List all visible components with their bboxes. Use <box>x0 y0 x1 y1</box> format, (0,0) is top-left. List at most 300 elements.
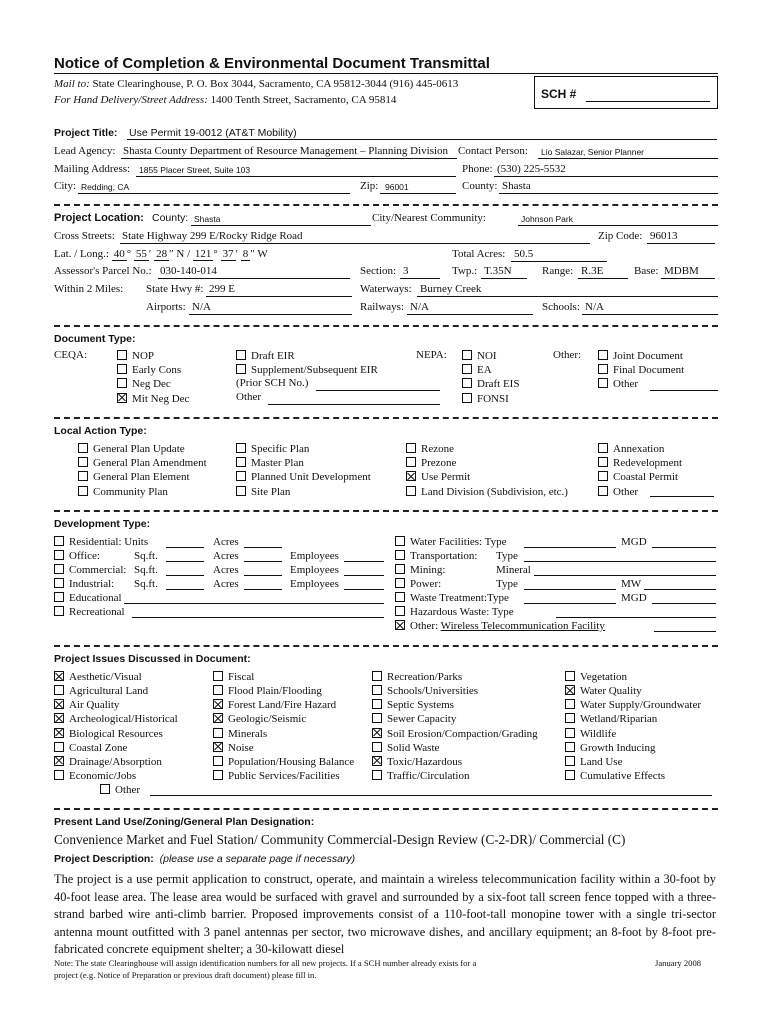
checkbox[interactable] <box>395 550 405 560</box>
lead-agency-line <box>121 158 457 159</box>
checkbox-checked[interactable] <box>54 699 64 709</box>
range-label: Range: <box>542 265 574 277</box>
issue-cumulative-effects[interactable] <box>565 769 665 783</box>
checkbox-checked[interactable] <box>372 728 382 738</box>
checkbox-checked[interactable] <box>213 699 223 709</box>
issue-solid-waste[interactable] <box>372 741 439 755</box>
waterways-label: Waterways: <box>360 283 412 295</box>
acres-value[interactable]: 50.5 <box>514 248 534 260</box>
latlong-line: Lat. / Long.: 40 ° 55 ′ 28 ″ N / 121 ° 37 ′ 8 ″ W <box>54 248 268 260</box>
dev-mgd-label: MGD <box>621 592 647 604</box>
dev-residential[interactable] <box>54 535 148 549</box>
checkbox-checked[interactable] <box>372 756 382 766</box>
checkbox[interactable] <box>395 606 405 616</box>
dev-acres-label: Acres <box>213 564 239 576</box>
checkbox[interactable] <box>372 713 382 723</box>
local-action-label: Other <box>613 485 639 498</box>
checkbox[interactable] <box>213 671 223 681</box>
checkbox-checked[interactable] <box>117 393 127 403</box>
cross-line <box>120 243 590 244</box>
lat-sec[interactable]: 28 <box>156 248 168 260</box>
local-action-rezone[interactable] <box>406 442 454 456</box>
dev-power-label: Power: <box>410 578 442 590</box>
checkbox[interactable] <box>236 350 246 360</box>
checkbox-checked[interactable] <box>54 671 64 681</box>
checkbox[interactable] <box>462 378 472 388</box>
dev-transportation[interactable] <box>395 549 477 563</box>
issue-growth-inducing[interactable] <box>565 741 655 755</box>
mail-to-label: Mail to: <box>54 78 90 90</box>
issue-label: Water Supply/Groundwater <box>580 699 701 712</box>
checkbox-checked[interactable] <box>565 685 575 695</box>
other-doc-label: Other <box>613 378 639 391</box>
checkbox[interactable] <box>372 742 382 752</box>
dev-sqft-label: Sq.ft. <box>134 578 158 590</box>
phone-label: Phone: <box>462 163 493 175</box>
checkbox[interactable] <box>372 685 382 695</box>
local-action-label: Land Division (Subdivision, etc.) <box>421 485 568 498</box>
community-value[interactable]: Johnson Park <box>521 214 573 224</box>
project-title-value[interactable]: Use Permit 19-0012 (AT&T Mobility) <box>129 127 297 139</box>
local-action-prezone[interactable] <box>406 456 456 470</box>
checkbox-checked[interactable] <box>54 728 64 738</box>
section-divider <box>54 510 718 512</box>
county-value[interactable]: Shasta <box>502 180 531 192</box>
issue-coastal-zone[interactable] <box>54 741 127 755</box>
mail-to-address: State Clearinghouse, P. O. Box 3044, Sacramento, CA 95812-3044 (916) 445-0613 <box>92 78 459 90</box>
county-label: County: <box>462 180 498 192</box>
lat-deg[interactable]: 40 <box>113 248 125 260</box>
ceqa-label: Mit Neg Dec <box>132 392 190 405</box>
issue-other-line[interactable] <box>150 795 712 796</box>
section-divider <box>54 808 718 810</box>
issue-label: Public Services/Facilities <box>228 770 340 783</box>
airports-value[interactable]: N/A <box>192 301 211 313</box>
issue-vegetation[interactable] <box>565 670 627 684</box>
issue-flood-plain-flooding[interactable] <box>213 684 322 698</box>
issue-land-use[interactable] <box>565 755 622 769</box>
hand-delivery-line <box>54 94 396 106</box>
sch-label: SCH # <box>541 87 577 101</box>
checkbox[interactable] <box>54 536 64 546</box>
doc-other-text: Other <box>236 391 262 403</box>
dev-other-value[interactable]: Wireless Telecommunication Facility <box>440 620 605 632</box>
checkbox[interactable] <box>598 378 608 388</box>
issue-other-label: Other <box>115 784 141 796</box>
checkbox[interactable] <box>54 742 64 752</box>
doc-other-line[interactable] <box>268 404 440 405</box>
acres-label: Total Acres: <box>452 248 506 260</box>
checkbox[interactable] <box>100 784 110 794</box>
checkbox[interactable] <box>565 770 575 780</box>
nepa-fonsi[interactable] <box>462 392 509 406</box>
checkbox[interactable] <box>54 564 64 574</box>
nepa-draft-eis[interactable] <box>462 377 519 391</box>
issue-traffic-circulation[interactable] <box>372 769 470 783</box>
issue-water-quality[interactable] <box>565 684 642 698</box>
checkbox[interactable] <box>236 457 246 467</box>
dev-water[interactable] <box>395 535 507 549</box>
nepa-label: FONSI <box>477 392 509 405</box>
issue-label: Vegetation <box>580 671 628 683</box>
issue-label: Archeological/Historical <box>69 713 178 726</box>
issue-label: Septic Systems <box>387 699 454 712</box>
dev-other[interactable] <box>395 619 605 633</box>
base-line <box>661 278 715 279</box>
checkbox[interactable] <box>565 699 575 709</box>
dev-office[interactable] <box>54 549 100 563</box>
local-action-community-plan[interactable] <box>78 485 168 499</box>
dev-industrial-label: Industrial: <box>69 578 115 590</box>
dev-other-label: Other: <box>410 620 439 632</box>
checkbox[interactable] <box>395 592 405 602</box>
long-suffix: W <box>257 248 268 260</box>
local-action-annexation[interactable] <box>598 442 664 456</box>
airports-label: Airports: <box>146 301 186 313</box>
city-line <box>78 193 350 194</box>
section-line <box>400 278 440 279</box>
issue-geologic-seismic[interactable] <box>213 712 306 726</box>
ceqa-label: Neg Dec <box>132 378 171 391</box>
issue-schools-universities[interactable] <box>372 684 478 698</box>
local-action-other[interactable] <box>598 485 638 499</box>
checkbox[interactable] <box>236 443 246 453</box>
issue-label: Minerals <box>228 727 268 740</box>
issue-label: Water Quality <box>580 685 642 698</box>
issue-soil-erosion-compaction-grading[interactable] <box>372 727 538 741</box>
description-header <box>54 853 355 865</box>
checkbox[interactable] <box>598 443 608 453</box>
checkbox[interactable] <box>598 350 608 360</box>
draft-draft-eir[interactable] <box>236 349 295 363</box>
ceqa-label: NOP <box>132 350 155 362</box>
location-county-value[interactable]: Shasta <box>194 214 221 224</box>
dev-hazardous[interactable] <box>395 605 514 619</box>
checkbox[interactable] <box>462 364 472 374</box>
nepa-label: NEPA: <box>416 349 447 361</box>
issue-label: Air Quality <box>69 699 120 712</box>
checkbox[interactable] <box>406 457 416 467</box>
dev-employees-label: Employees <box>290 550 339 562</box>
hwy-label: State Hwy #: <box>146 283 204 295</box>
local-action-label: Coastal Permit <box>613 471 679 484</box>
checkbox[interactable] <box>395 578 405 588</box>
range-line <box>578 278 628 279</box>
issue-label: Coastal Zone <box>69 741 128 754</box>
twp-label: Twp.: <box>452 265 478 277</box>
checkbox-checked[interactable] <box>213 742 223 752</box>
schools-line <box>582 314 718 315</box>
long-min[interactable]: 37 <box>222 248 234 260</box>
checkbox[interactable] <box>54 592 64 602</box>
checkbox[interactable] <box>565 713 575 723</box>
community-line <box>518 225 718 226</box>
issue-aesthetic-visual[interactable] <box>54 670 142 684</box>
issue-wetland-riparian[interactable] <box>565 712 657 726</box>
lat-min[interactable]: 55 <box>135 248 147 260</box>
issue-label: Forest Land/Fire Hazard <box>228 699 337 712</box>
local-action-site-plan[interactable] <box>236 485 290 499</box>
dev-mining[interactable] <box>395 563 445 577</box>
issue-sewer-capacity[interactable] <box>372 712 456 726</box>
checkbox-checked[interactable] <box>54 756 64 766</box>
checkbox[interactable] <box>598 471 608 481</box>
issue-archeological-historical[interactable] <box>54 712 178 726</box>
schools-value[interactable]: N/A <box>585 301 604 313</box>
ceqa-neg-dec[interactable] <box>117 377 171 391</box>
description-note: (please use a separate page if necessary) <box>159 853 356 865</box>
issue-other[interactable] <box>100 783 140 797</box>
local-action-specific-plan[interactable] <box>236 442 309 456</box>
issue-public-services-facilities[interactable] <box>213 769 340 783</box>
local-action-label: General Plan Element <box>93 471 190 484</box>
local-action-use-permit[interactable] <box>406 470 470 484</box>
issue-recreation-parks[interactable] <box>372 670 462 684</box>
issue-label: Recreation/Parks <box>387 671 463 683</box>
checkbox[interactable] <box>213 685 223 695</box>
local-action-label: Specific Plan <box>251 443 310 455</box>
local-action-label: Planned Unit Development <box>251 471 371 484</box>
issue-septic-systems[interactable] <box>372 698 454 712</box>
dev-commercial[interactable] <box>54 563 126 577</box>
phone-line <box>494 176 718 177</box>
dev-employees-label: Employees <box>290 578 339 590</box>
checkbox[interactable] <box>406 443 416 453</box>
land-use-title: Present Land Use/Zoning/General Plan Designation: <box>54 816 315 828</box>
location-county-label: County: <box>152 212 189 224</box>
checkbox[interactable] <box>54 578 64 588</box>
form-title: Notice of Completion & Environmental Document Transmittal <box>54 55 490 72</box>
dev-power[interactable] <box>395 577 441 591</box>
checkbox[interactable] <box>117 350 127 360</box>
checkbox[interactable] <box>598 486 608 496</box>
checkbox[interactable] <box>462 350 472 360</box>
loc-zip-label: Zip Code: <box>598 230 643 242</box>
local-action-coastal-permit[interactable] <box>598 470 678 484</box>
section-divider <box>54 645 718 647</box>
checkbox-checked[interactable] <box>395 620 405 630</box>
draft-label: Supplement/Subsequent EIR <box>251 364 378 377</box>
checkbox[interactable] <box>565 671 575 681</box>
issue-label: Land Use <box>580 755 623 768</box>
issue-fiscal[interactable] <box>213 670 254 684</box>
section-divider <box>54 417 718 419</box>
other-doc-line[interactable] <box>650 390 718 391</box>
checkbox[interactable] <box>213 728 223 738</box>
nepa-label: NOI <box>477 350 497 362</box>
other-doc-joint-document[interactable] <box>598 349 683 363</box>
other-doc-final-document[interactable] <box>598 363 684 377</box>
dev-mineral-label: Mineral <box>496 564 531 576</box>
issue-drainage-absorption[interactable] <box>54 755 162 769</box>
issue-label: Growth Inducing <box>580 741 656 754</box>
apn-value[interactable]: 030-140-014 <box>160 265 217 277</box>
lead-agency-value[interactable]: Shasta County Department of Resource Management – Planning Division <box>123 145 449 157</box>
location-county-line <box>191 225 371 226</box>
checkbox[interactable] <box>78 471 88 481</box>
railways-label: Railways: <box>360 301 404 313</box>
checkbox[interactable] <box>395 536 405 546</box>
issue-agricultural-land[interactable] <box>54 684 148 698</box>
checkbox[interactable] <box>54 606 64 616</box>
issue-label: Population/Housing Balance <box>228 755 355 768</box>
contact-value[interactable]: Lio Salazar, Senior Planner <box>541 147 645 157</box>
issue-population-housing-balance[interactable] <box>213 755 354 769</box>
draft-label: Draft EIR <box>251 350 295 362</box>
section-value[interactable]: 3 <box>403 265 409 277</box>
dev-mgd-label: MGD <box>621 536 647 548</box>
local-action-label: Site Plan <box>251 485 291 498</box>
checkbox[interactable] <box>395 564 405 574</box>
title-rule <box>54 73 718 74</box>
checkbox[interactable] <box>117 378 127 388</box>
checkbox[interactable] <box>236 486 246 496</box>
dev-recreational[interactable] <box>54 605 125 619</box>
loc-zip-line <box>647 243 715 244</box>
issue-forest-land-fire-hazard[interactable] <box>213 698 336 712</box>
checkbox-checked[interactable] <box>213 713 223 723</box>
hwy-value[interactable]: 299 E <box>209 283 235 295</box>
nepa-ea[interactable] <box>462 363 492 377</box>
local-action-general-plan-amendment[interactable] <box>78 456 207 470</box>
dev-sqft-label: Sq.ft. <box>134 550 158 562</box>
other-doc-label: Joint Document <box>613 350 683 362</box>
nepa-label: EA <box>477 364 492 377</box>
local-action-redevelopment[interactable] <box>598 456 682 470</box>
base-value[interactable]: MDBM <box>664 265 699 277</box>
checkbox[interactable] <box>565 742 575 752</box>
dev-type-label: Type <box>496 550 518 562</box>
checkbox[interactable] <box>565 728 575 738</box>
checkbox[interactable] <box>54 550 64 560</box>
project-description[interactable]: The project is a use permit application to construct, operate, and maintain a wireless telecommunication facility within a 30-foot by 40-foot lease area. The lease area would be surfaced with gravel and surrounded by a six-foot tall screen fence topped with a three-strand barbed wire anti-climb barrier. Proposed improvements consist of a 110-foot-tall monopine tower with a single tri-sector antenna mount outfitted with 3 panel antennas per sector, two microwave dishes, and ancillary equipment; an 8-foot by 8-foot pre-fabricated concrete equipment shelter; a 30-kilowatt diesel <box>54 872 716 956</box>
checkbox[interactable] <box>565 756 575 766</box>
local-other-line[interactable] <box>650 496 714 497</box>
project-title-line <box>127 139 717 140</box>
checkbox[interactable] <box>598 364 608 374</box>
issue-label: Biological Resources <box>69 727 163 740</box>
project-title-label: Project Title: <box>54 127 118 139</box>
checkbox[interactable] <box>406 486 416 496</box>
checkbox-checked[interactable] <box>406 471 416 481</box>
dev-commercial-label: Commercial: <box>69 564 127 576</box>
base-label: Base: <box>634 265 659 277</box>
long-sec[interactable]: 8 <box>242 248 249 260</box>
issue-water-supply-groundwater[interactable] <box>565 698 701 712</box>
city-label: City: <box>54 180 77 192</box>
issue-label: Cumulative Effects <box>580 770 666 783</box>
checkbox[interactable] <box>372 699 382 709</box>
range-value[interactable]: R.3E <box>581 265 604 277</box>
checkbox[interactable] <box>78 486 88 496</box>
local-action-label: Master Plan <box>251 457 304 470</box>
issue-label: Drainage/Absorption <box>69 755 162 768</box>
checkbox[interactable] <box>54 685 64 695</box>
nepa-label: Draft EIS <box>477 378 520 391</box>
checkbox[interactable] <box>213 756 223 766</box>
issue-biological-resources[interactable] <box>54 727 163 741</box>
lat-suffix: N / <box>176 248 191 260</box>
schools-label: Schools: <box>542 301 580 313</box>
issue-noise[interactable] <box>213 741 254 755</box>
issue-label: Flood Plain/Flooding <box>228 685 322 698</box>
dev-transportation-label: Transportation: <box>410 550 478 562</box>
issue-label: Schools/Universities <box>387 685 479 698</box>
prior-sch-line[interactable] <box>316 390 440 391</box>
dev-sqft-label: Sq.ft. <box>134 564 158 576</box>
dev-industrial[interactable] <box>54 577 114 591</box>
dev-acres-label: Acres <box>213 578 239 590</box>
checkbox[interactable] <box>462 393 472 403</box>
county-line <box>499 193 718 194</box>
issues-title: Project Issues Discussed in Document: <box>54 653 251 665</box>
draft-supplement-subsequent-eir[interactable] <box>236 363 378 377</box>
issue-label: Wildlife <box>580 727 617 740</box>
waterways-value[interactable]: Burney Creek <box>420 283 482 295</box>
local-action-master-plan[interactable] <box>236 456 304 470</box>
issue-label: Agricultural Land <box>69 685 149 698</box>
ceqa-nop[interactable] <box>117 349 154 363</box>
checkbox[interactable] <box>236 364 246 374</box>
dev-waste[interactable] <box>395 591 509 605</box>
nepa-noi[interactable] <box>462 349 497 363</box>
other-doc-other[interactable] <box>598 377 638 391</box>
ceqa-early-cons[interactable] <box>117 363 181 377</box>
ceqa-mit-neg-dec[interactable] <box>117 392 189 406</box>
sch-input[interactable] <box>586 101 710 102</box>
checkbox[interactable] <box>372 770 382 780</box>
dev-waste-label: Waste Treatment:Type <box>410 592 509 604</box>
local-action-planned-unit-development[interactable] <box>236 470 371 484</box>
issue-wildlife[interactable] <box>565 727 616 741</box>
issue-toxic-hazardous[interactable] <box>372 755 462 769</box>
issue-label: Aesthetic/Visual <box>69 671 142 683</box>
zip-value[interactable]: 96001 <box>385 182 409 192</box>
dev-mw-label: MW <box>621 578 642 590</box>
dev-educational[interactable] <box>54 591 122 605</box>
checkbox[interactable] <box>598 457 608 467</box>
checkbox[interactable] <box>213 770 223 780</box>
checkbox[interactable] <box>54 770 64 780</box>
checkbox[interactable] <box>117 364 127 374</box>
issue-air-quality[interactable] <box>54 698 119 712</box>
phone-value[interactable]: (530) 225-5532 <box>497 163 566 175</box>
cross-value[interactable]: State Highway 299 E/Rocky Ridge Road <box>122 230 303 242</box>
local-action-general-plan-update[interactable] <box>78 442 185 456</box>
section-divider <box>54 325 718 327</box>
twp-value[interactable]: T.35N <box>484 265 512 277</box>
local-action-general-plan-element[interactable] <box>78 470 190 484</box>
community-label: City/Nearest Community: <box>372 212 486 224</box>
checkbox[interactable] <box>78 457 88 467</box>
mailing-value[interactable]: 1855 Placer Street, Suite 103 <box>139 165 251 175</box>
city-value[interactable]: Redding, CA <box>81 182 130 192</box>
doc-type-title: Document Type: <box>54 333 136 345</box>
loc-zip-value[interactable]: 96013 <box>650 230 678 242</box>
land-use-value[interactable]: Convenience Market and Fuel Station/ Community Commercial-Design Review (C-2-DR)/ Commercial (C) <box>54 832 626 847</box>
checkbox[interactable] <box>372 671 382 681</box>
checkbox[interactable] <box>78 443 88 453</box>
checkbox[interactable] <box>236 471 246 481</box>
issue-minerals[interactable] <box>213 727 267 741</box>
railways-value[interactable]: N/A <box>410 301 429 313</box>
local-action-land-division-subdivision-etc[interactable] <box>406 485 568 499</box>
footer-note-1: Note: The state Clearinghouse will assign identification numbers for all new projects. If a SCH number already exists for a <box>54 958 477 968</box>
issue-economic-jobs[interactable] <box>54 769 136 783</box>
checkbox-checked[interactable] <box>54 713 64 723</box>
long-deg[interactable]: 121 <box>194 248 212 260</box>
dev-hazardous-label: Hazardous Waste: Type <box>410 606 514 618</box>
